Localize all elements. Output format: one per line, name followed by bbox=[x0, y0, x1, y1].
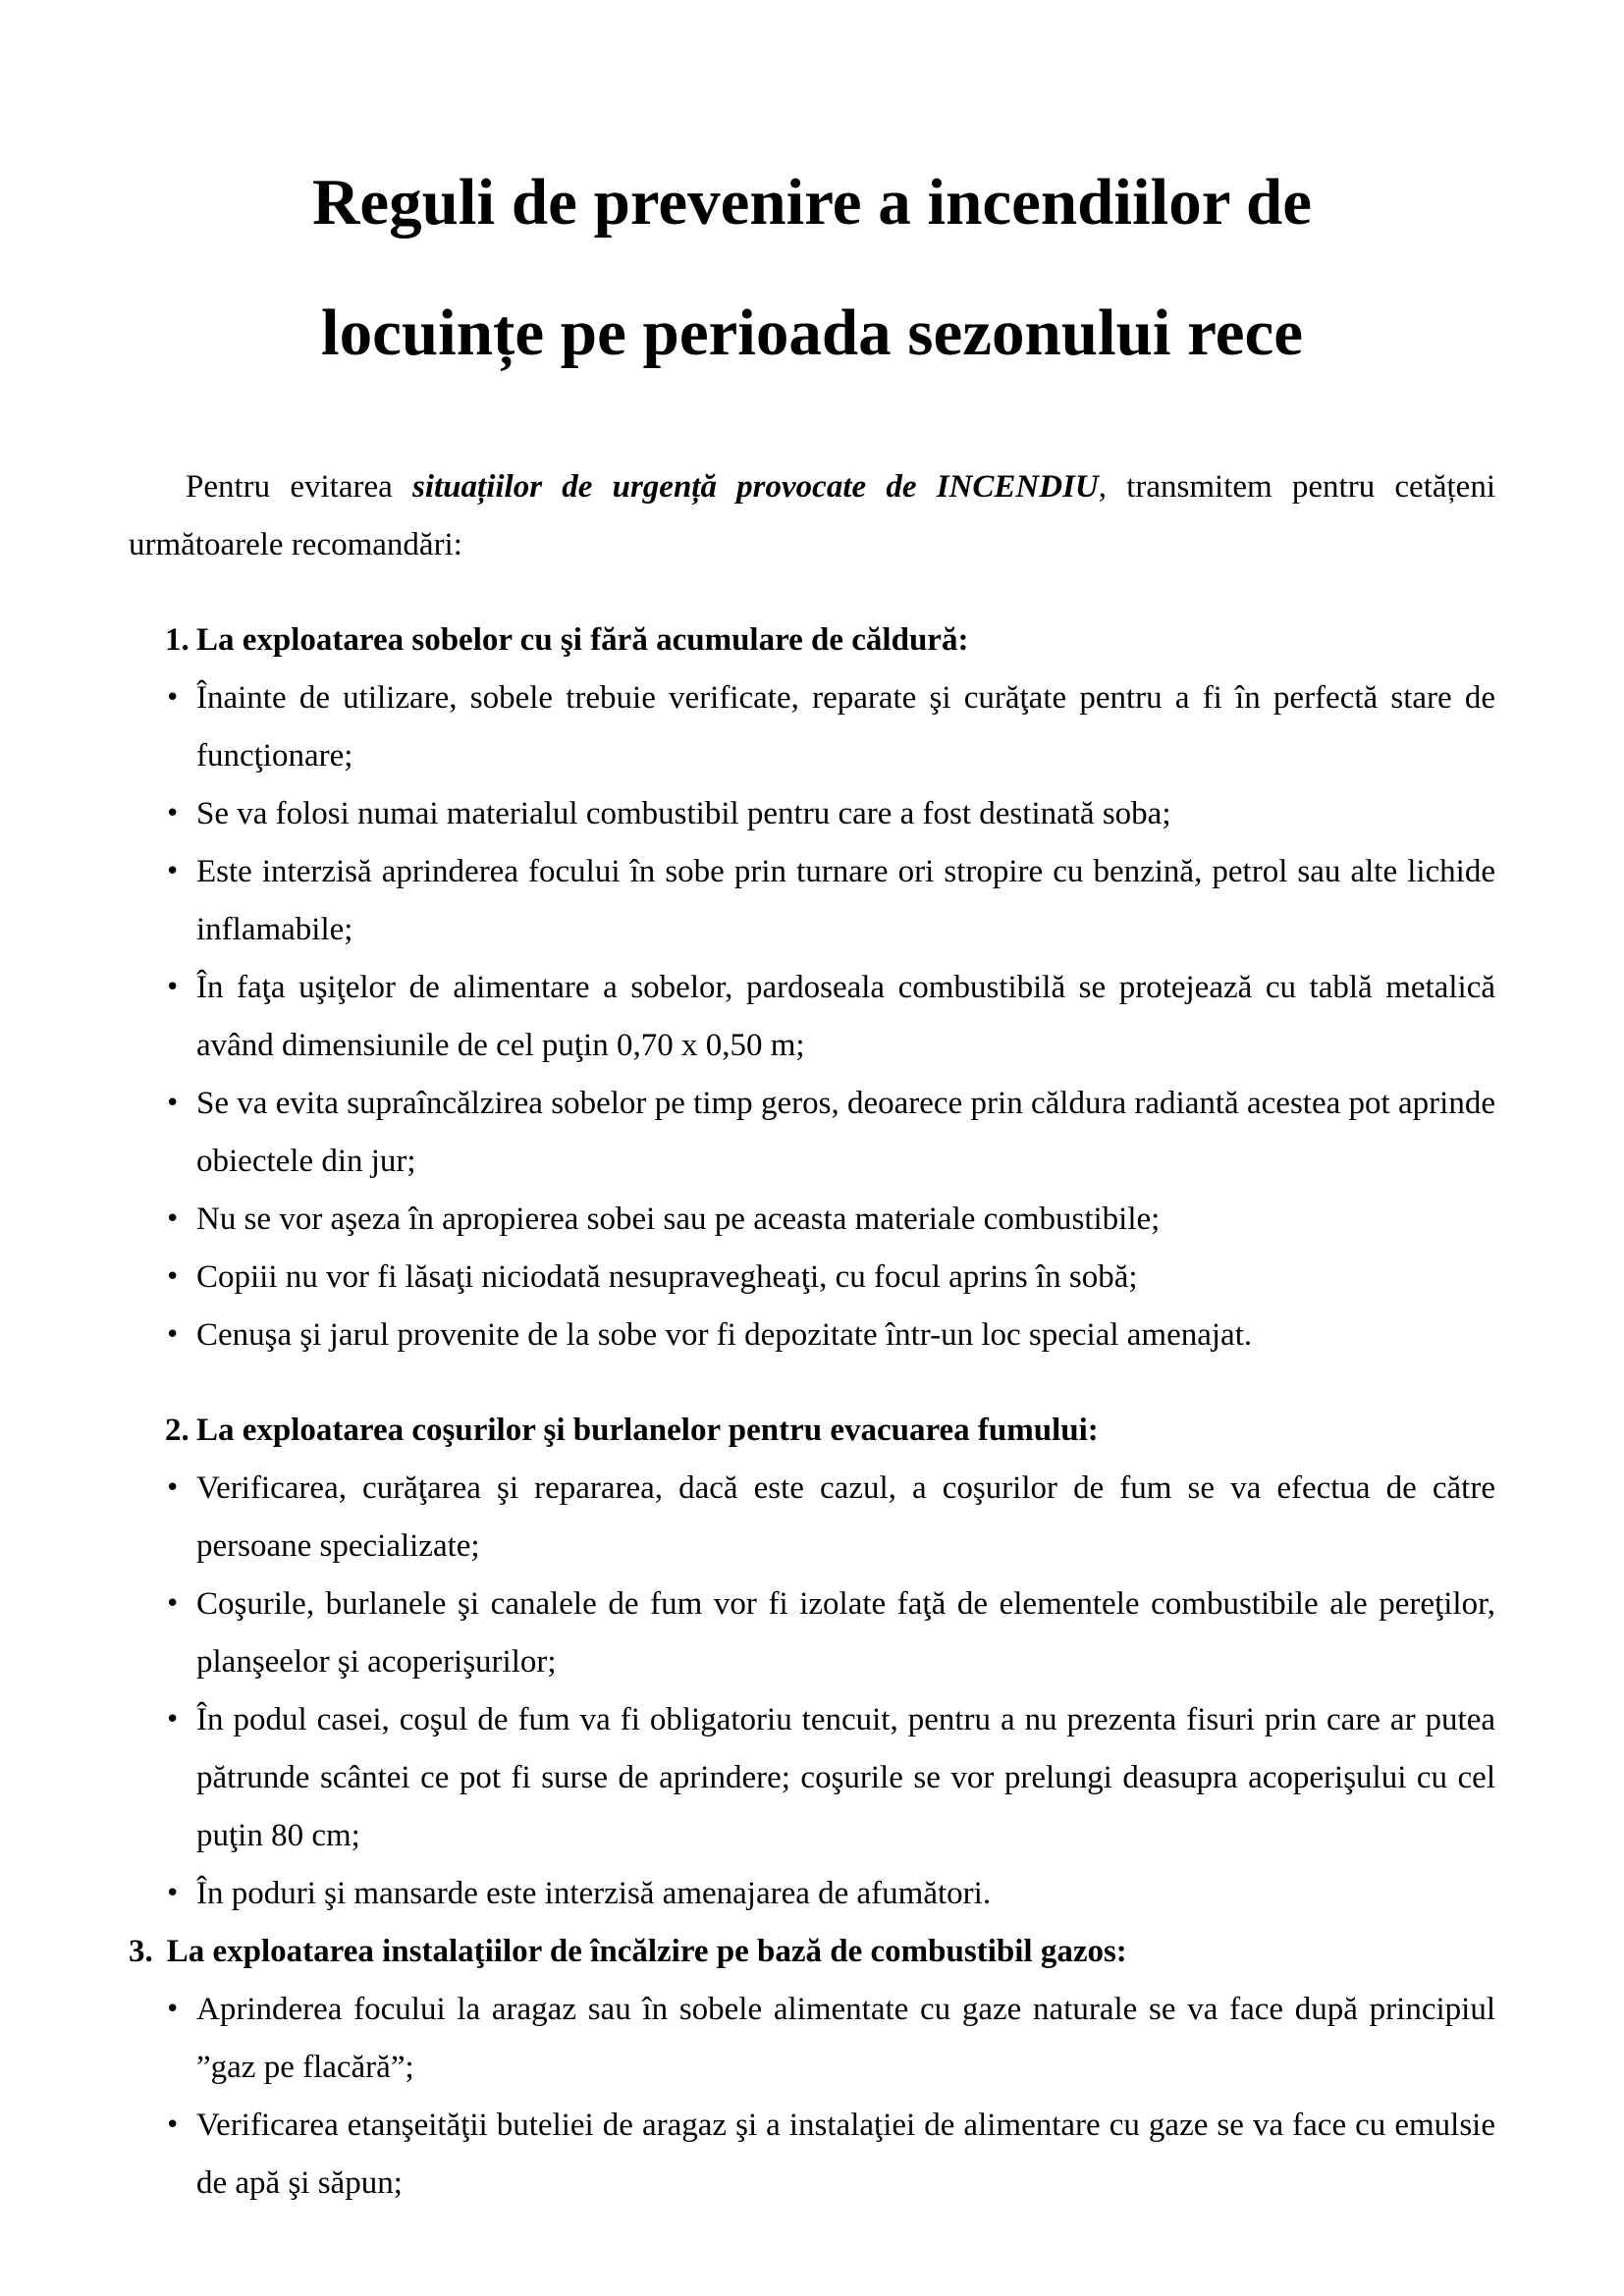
list-item bbox=[129, 1981, 1495, 2097]
list-item-text: Copiii nu vor fi lăsaţi niciodată nesupravegheaţi, cu focul aprins în sobă; bbox=[196, 1259, 1138, 1295]
list-item-text: Este interzisă aprinderea focului în sobe prin turnare ori stropire cu benzină, petrol sau alte lichide inflamabile; bbox=[196, 854, 1495, 947]
intro-text-after: , transmitem pentru cetățeni următoarele recomandări: bbox=[129, 469, 1495, 562]
bullet-icon: • bbox=[165, 857, 181, 886]
section-3-heading-text: La exploatarea instalaţiilor de încălzire pe bază de combustibil gazos: bbox=[166, 1934, 1127, 1969]
intro-text-before: Pentru evitarea bbox=[186, 469, 412, 505]
bullet-icon: • bbox=[165, 1089, 181, 1118]
list-item bbox=[129, 1249, 1495, 1307]
title-line-2: locuințe pe perioada sezonului rece bbox=[321, 296, 1303, 369]
bullet-icon: • bbox=[165, 1879, 181, 1908]
section-1-heading-text: La exploatarea sobelor cu şi fără acumulare de căldură: bbox=[196, 622, 969, 658]
list-item-text: Înainte de utilizare, sobele trebuie verificate, reparate şi curăţate pentru a fi în perfectă stare de funcţionare; bbox=[196, 680, 1495, 774]
bullet-icon: • bbox=[165, 1995, 181, 2024]
section-2-heading-text: La exploatarea coşurilor şi burlanelor pentru evacuarea fumului: bbox=[196, 1413, 1099, 1448]
list-item-text: Se va evita supraîncălzirea sobelor pe timp geros, deoarece prin căldura radiantă acestea pot aprinde obiectele din jur; bbox=[196, 1086, 1495, 1179]
list-item-text: Cenuşa şi jarul provenite de la sobe vor fi depozitate într-un loc special amenajat. bbox=[196, 1317, 1253, 1353]
list-item bbox=[129, 2097, 1495, 2213]
bullet-icon: • bbox=[165, 1320, 181, 1350]
list-item bbox=[129, 1307, 1495, 1364]
section-3-number: 3. bbox=[129, 1934, 153, 1969]
list-item bbox=[129, 785, 1495, 843]
bullet-icon: • bbox=[165, 1589, 181, 1619]
intro-paragraph bbox=[129, 458, 1495, 574]
list-item-text: Verificarea etanşeităţii buteliei de aragaz şi a instalaţiei de alimentare cu gaze se va face cu emulsie de apă şi săpun; bbox=[196, 2108, 1495, 2201]
section-3-heading bbox=[129, 1923, 1495, 1981]
list-item bbox=[129, 669, 1495, 785]
bullet-icon: • bbox=[165, 973, 181, 1002]
section-1-number: 1. bbox=[165, 622, 189, 658]
list-item bbox=[129, 1865, 1495, 1923]
intro-emphasis: situațiilor de urgență provocate de INCENDIU bbox=[412, 469, 1099, 505]
section-2-number: 2. bbox=[165, 1413, 189, 1448]
title-line-1: Reguli de prevenire a incendiilor de bbox=[311, 166, 1313, 239]
bullet-icon: • bbox=[165, 1473, 181, 1503]
list-item bbox=[129, 1191, 1495, 1249]
list-item bbox=[129, 959, 1495, 1075]
list-item-text: În poduri şi mansarde este interzisă amenajarea de afumători. bbox=[196, 1876, 992, 1911]
list-item-text: Coşurile, burlanele şi canalele de fum vor fi izolate faţă de elementele combustibile ale pereţilor, planşeelor şi acoperişurilor; bbox=[196, 1586, 1495, 1680]
list-item bbox=[129, 1460, 1495, 1575]
bullet-icon: • bbox=[165, 1262, 181, 1292]
list-item bbox=[129, 1075, 1495, 1191]
list-item-text: Nu se vor aşeza în apropierea sobei sau pe aceasta materiale combustibile; bbox=[196, 1201, 1161, 1237]
list-item bbox=[129, 1691, 1495, 1865]
page-title bbox=[129, 137, 1495, 399]
list-item-text: În faţa uşiţelor de alimentare a sobelor, pardoseala combustibilă se protejează cu tablă metalică având dimensiunile de cel puţin 0,70 x 0,50 m; bbox=[196, 970, 1495, 1063]
bullet-icon: • bbox=[165, 1705, 181, 1735]
list-item-text: În podul casei, coşul de fum va fi obligatoriu tencuit, pentru a nu prezenta fisuri prin care ar putea pătrunde scântei ce pot fi surse de aprindere; coşurile se vor prelungi deasupra acoperişului cu cel puţin 80 cm; bbox=[196, 1702, 1495, 1853]
list-item-text: Verificarea, curăţarea şi repararea, dacă este cazul, a coşurilor de fum se va efectua de către persoane specializate; bbox=[196, 1470, 1495, 1564]
list-item-text: Aprinderea focului la aragaz sau în sobele alimentate cu gaze naturale se va face după principiul ”gaz pe flacără”; bbox=[196, 1992, 1495, 2085]
bullet-icon: • bbox=[165, 2110, 181, 2140]
bullet-icon: • bbox=[165, 683, 181, 713]
list-item bbox=[129, 843, 1495, 959]
list-item bbox=[129, 1575, 1495, 1691]
list-item-text: Se va folosi numai materialul combustibil pentru care a fost destinată soba; bbox=[196, 796, 1171, 831]
bullet-icon: • bbox=[165, 799, 181, 828]
bullet-icon: • bbox=[165, 1204, 181, 1234]
section-1-heading bbox=[129, 612, 1495, 669]
section-2-heading bbox=[129, 1402, 1495, 1460]
